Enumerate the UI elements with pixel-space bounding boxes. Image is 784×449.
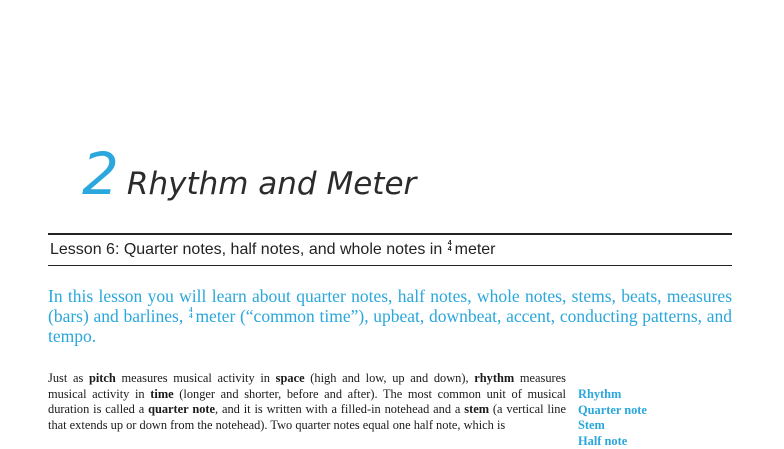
chapter-number: 2 [82,146,119,202]
lesson-heading [50,240,496,260]
margin-term: Rhythm [578,387,647,403]
margin-term: Stem [578,418,647,434]
chapter-title: Rhythm and Meter [127,168,416,200]
lesson-bottom-rule [48,265,732,266]
margin-term: Half note [578,434,647,449]
body-paragraph: Just as pitch measures musical activity in space (high and low, up and down), rhythm measures musical activity in time (longer and shorter, before and after). The most common unit of musical duration is called a quarter note, and it is written with a filled-in notehead and a stem (a vertical line that extends up or down from the notehead). Two quarter notes equal one half note, which is [48,371,566,433]
margin-glossary [578,387,647,449]
lesson-title-suffix: meter [455,241,496,258]
time-signature-icon: 4 4 [448,241,452,253]
lesson-top-rule [48,233,732,235]
time-signature-icon: 4 4 [189,307,193,319]
chapter-heading [82,146,416,202]
lesson-title: Lesson 6: Quarter notes, half notes, and whole notes in [50,241,442,258]
margin-term: Quarter note [578,403,647,419]
lesson-intro: In this lesson you will learn about quarter notes, half notes, whole notes, stems, beats, measures (bars) and barlines, 4 4 meter (“common time”), upbeat, downbeat, accent, conducting patterns, and tempo. [48,286,732,346]
